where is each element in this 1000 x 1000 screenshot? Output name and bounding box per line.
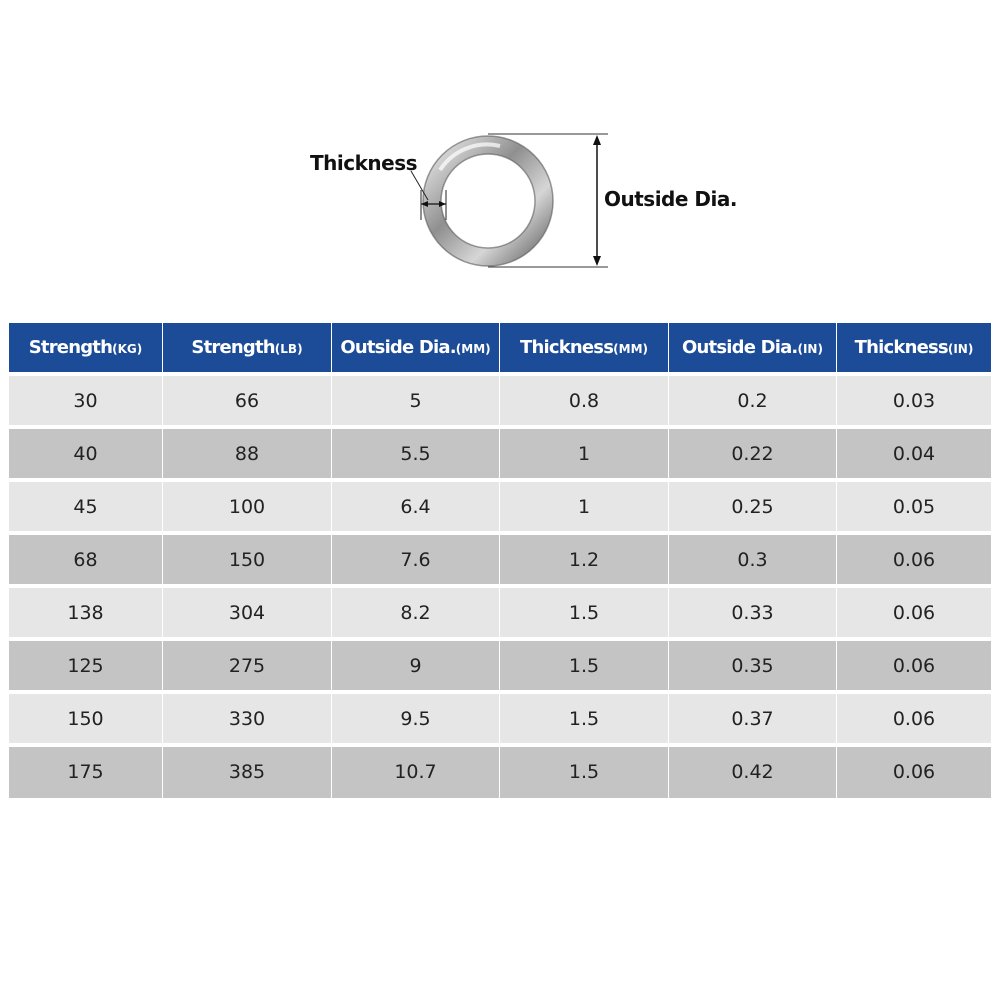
- table-cell: 40: [9, 427, 163, 480]
- table-cell: 5: [332, 374, 500, 427]
- table-cell: 0.42: [669, 745, 837, 798]
- header-strength-kg: Strength(KG): [9, 323, 163, 374]
- table-cell: 0.8: [500, 374, 669, 427]
- table-row: [9, 427, 992, 480]
- table-row: [9, 480, 992, 533]
- table-cell: 1: [500, 480, 669, 533]
- outside-dia-label: Outside Dia.: [604, 187, 737, 211]
- table-cell: 304: [163, 586, 332, 639]
- table-cell: 150: [9, 692, 163, 745]
- table-cell: 1.5: [500, 692, 669, 745]
- table-cell: 0.05: [837, 480, 992, 533]
- table-row: [9, 745, 992, 798]
- table-cell: 0.37: [669, 692, 837, 745]
- header-thickness-in: Thickness(IN): [837, 323, 992, 374]
- table-cell: 1.5: [500, 586, 669, 639]
- table-cell: 1.2: [500, 533, 669, 586]
- table-cell: 9: [332, 639, 500, 692]
- table-cell: 150: [163, 533, 332, 586]
- table-cell: 175: [9, 745, 163, 798]
- table-cell: 88: [163, 427, 332, 480]
- table-cell: 0.04: [837, 427, 992, 480]
- table-cell: 1.5: [500, 745, 669, 798]
- table-cell: 10.7: [332, 745, 500, 798]
- table-cell: 66: [163, 374, 332, 427]
- table-cell: 0.06: [837, 692, 992, 745]
- table-cell: 100: [163, 480, 332, 533]
- thickness-label: Thickness: [310, 151, 418, 175]
- table-cell: 1: [500, 427, 669, 480]
- table-row: [9, 639, 992, 692]
- table-cell: 125: [9, 639, 163, 692]
- table-cell: 9.5: [332, 692, 500, 745]
- table-cell: 0.06: [837, 533, 992, 586]
- table-cell: 8.2: [332, 586, 500, 639]
- table-cell: 45: [9, 480, 163, 533]
- table-cell: 0.03: [837, 374, 992, 427]
- ring-shape: [423, 136, 553, 266]
- table-cell: 0.06: [837, 639, 992, 692]
- table-row: [9, 586, 992, 639]
- table-cell: 0.25: [669, 480, 837, 533]
- table-header-row: [9, 323, 992, 374]
- header-outside-dia-in: Outside Dia.(IN): [669, 323, 837, 374]
- table-cell: 138: [9, 586, 163, 639]
- table-cell: 7.6: [332, 533, 500, 586]
- table-cell: 6.4: [332, 480, 500, 533]
- table-cell: 0.06: [837, 745, 992, 798]
- table-cell: 0.06: [837, 586, 992, 639]
- header-outside-dia-mm: Outside Dia.(MM): [332, 323, 500, 374]
- ring-diagram: [0, 0, 1000, 300]
- table-cell: 275: [163, 639, 332, 692]
- table-cell: 0.3: [669, 533, 837, 586]
- table-cell: 0.2: [669, 374, 837, 427]
- table-cell: 5.5: [332, 427, 500, 480]
- spec-table: [8, 323, 992, 799]
- header-thickness-mm: Thickness(MM): [500, 323, 669, 374]
- table-cell: 30: [9, 374, 163, 427]
- table-cell: 0.22: [669, 427, 837, 480]
- table-cell: 1.5: [500, 639, 669, 692]
- header-strength-lb: Strength(LB): [163, 323, 332, 374]
- table-row: [9, 533, 992, 586]
- ring-illustration: [0, 0, 1000, 300]
- table-cell: 0.33: [669, 586, 837, 639]
- table-row: [9, 374, 992, 427]
- table-cell: 68: [9, 533, 163, 586]
- table-cell: 385: [163, 745, 332, 798]
- table-row: [9, 692, 992, 745]
- table-cell: 330: [163, 692, 332, 745]
- table-cell: 0.35: [669, 639, 837, 692]
